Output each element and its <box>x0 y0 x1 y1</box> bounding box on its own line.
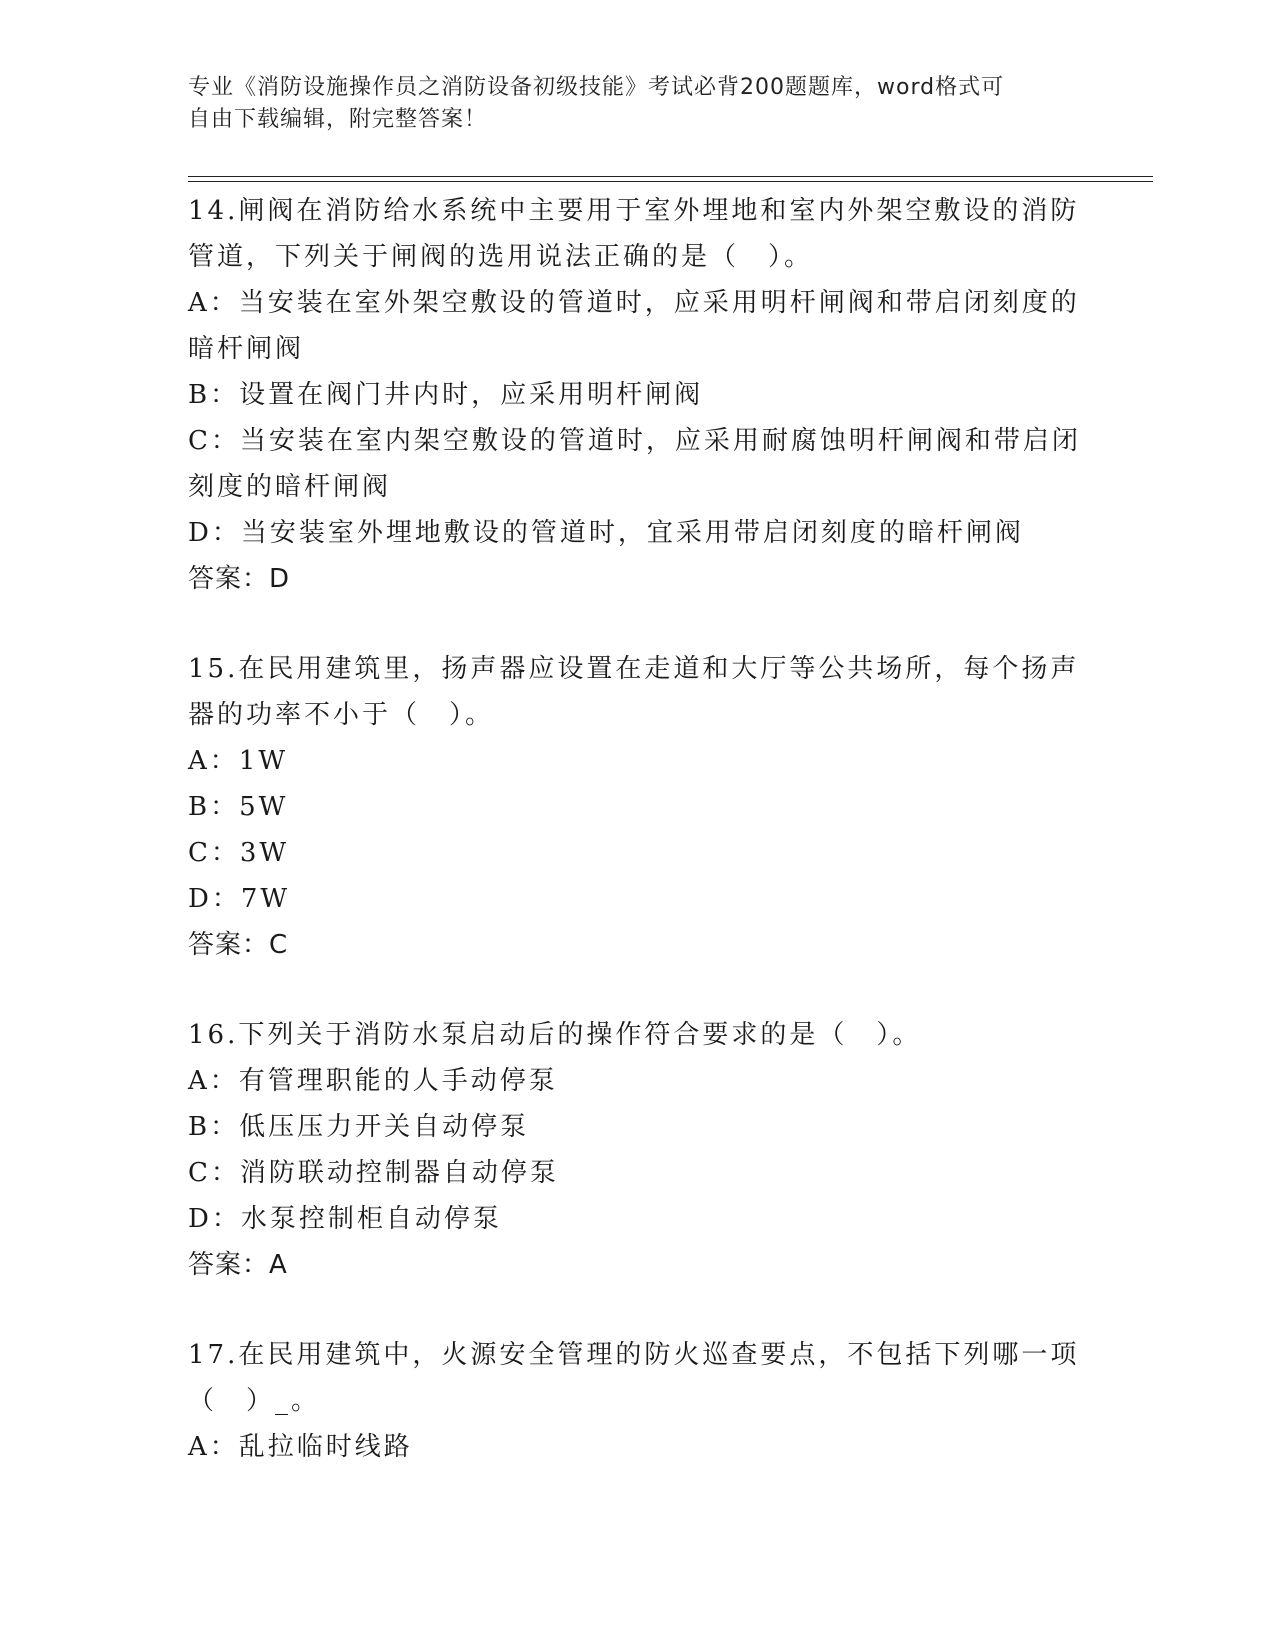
option-a: A：乱拉临时线路 <box>188 1432 413 1462</box>
option-a: A：当安装在室外架空敷设的管道时，应采用明杆闸阀和带启闭刻度的暗杆闸阀 <box>188 288 1080 364</box>
question-14 <box>188 188 1088 602</box>
question-stem: 14.闸阀在消防给水系统中主要用于室外埋地和室内外架空敷设的消防管道，下列关于闸阀的选用说法正确的是（ ）。 <box>188 196 1080 272</box>
option-d: D：水泵控制柜自动停泵 <box>188 1204 502 1234</box>
option-c: C：3W <box>188 838 290 868</box>
option-b: B：低压压力开关自动停泵 <box>188 1112 530 1142</box>
option-a: A：有管理职能的人手动停泵 <box>188 1066 558 1096</box>
option-a: A：1W <box>188 746 289 776</box>
question-stem: 16.下列关于消防水泵启动后的操作符合要求的是（ ）。 <box>188 1020 922 1050</box>
question-list <box>188 188 1088 1514</box>
header-divider-top <box>188 176 1153 177</box>
option-c: C：消防联动控制器自动停泵 <box>188 1158 559 1188</box>
option-b: B：设置在阀门井内时，应采用明杆闸阀 <box>188 380 704 410</box>
question-15 <box>188 646 1088 968</box>
header-line-2: 自由下载编辑，附完整答案！ <box>188 107 488 132</box>
question-stem: 15.在民用建筑里，扬声器应设置在走道和大厅等公共场所，每个扬声器的功率不小于（ ）。 <box>188 654 1080 730</box>
option-d: D：当安装室外埋地敷设的管道时，宜采用带启闭刻度的暗杆闸阀 <box>188 518 1024 548</box>
question-17 <box>188 1332 1088 1470</box>
question-16 <box>188 1012 1088 1288</box>
option-b: B：5W <box>188 792 289 822</box>
header-line-1: 专业《消防设施操作员之消防设备初级技能》考试必背200题题库，word格式可 <box>188 75 1005 100</box>
option-d: D：7W <box>188 884 291 914</box>
answer: 答案：A <box>188 1250 288 1280</box>
header-divider-bottom <box>188 181 1153 182</box>
question-stem: 17.在民用建筑中，火源安全管理的防火巡查要点，不包括下列哪一项（ ）_。 <box>188 1340 1080 1416</box>
option-c: C：当安装在室内架空敷设的管道时，应采用耐腐蚀明杆闸阀和带启闭刻度的暗杆闸阀 <box>188 426 1081 502</box>
document-header <box>188 72 1068 136</box>
answer: 答案：D <box>188 564 291 594</box>
answer: 答案：C <box>188 930 289 960</box>
